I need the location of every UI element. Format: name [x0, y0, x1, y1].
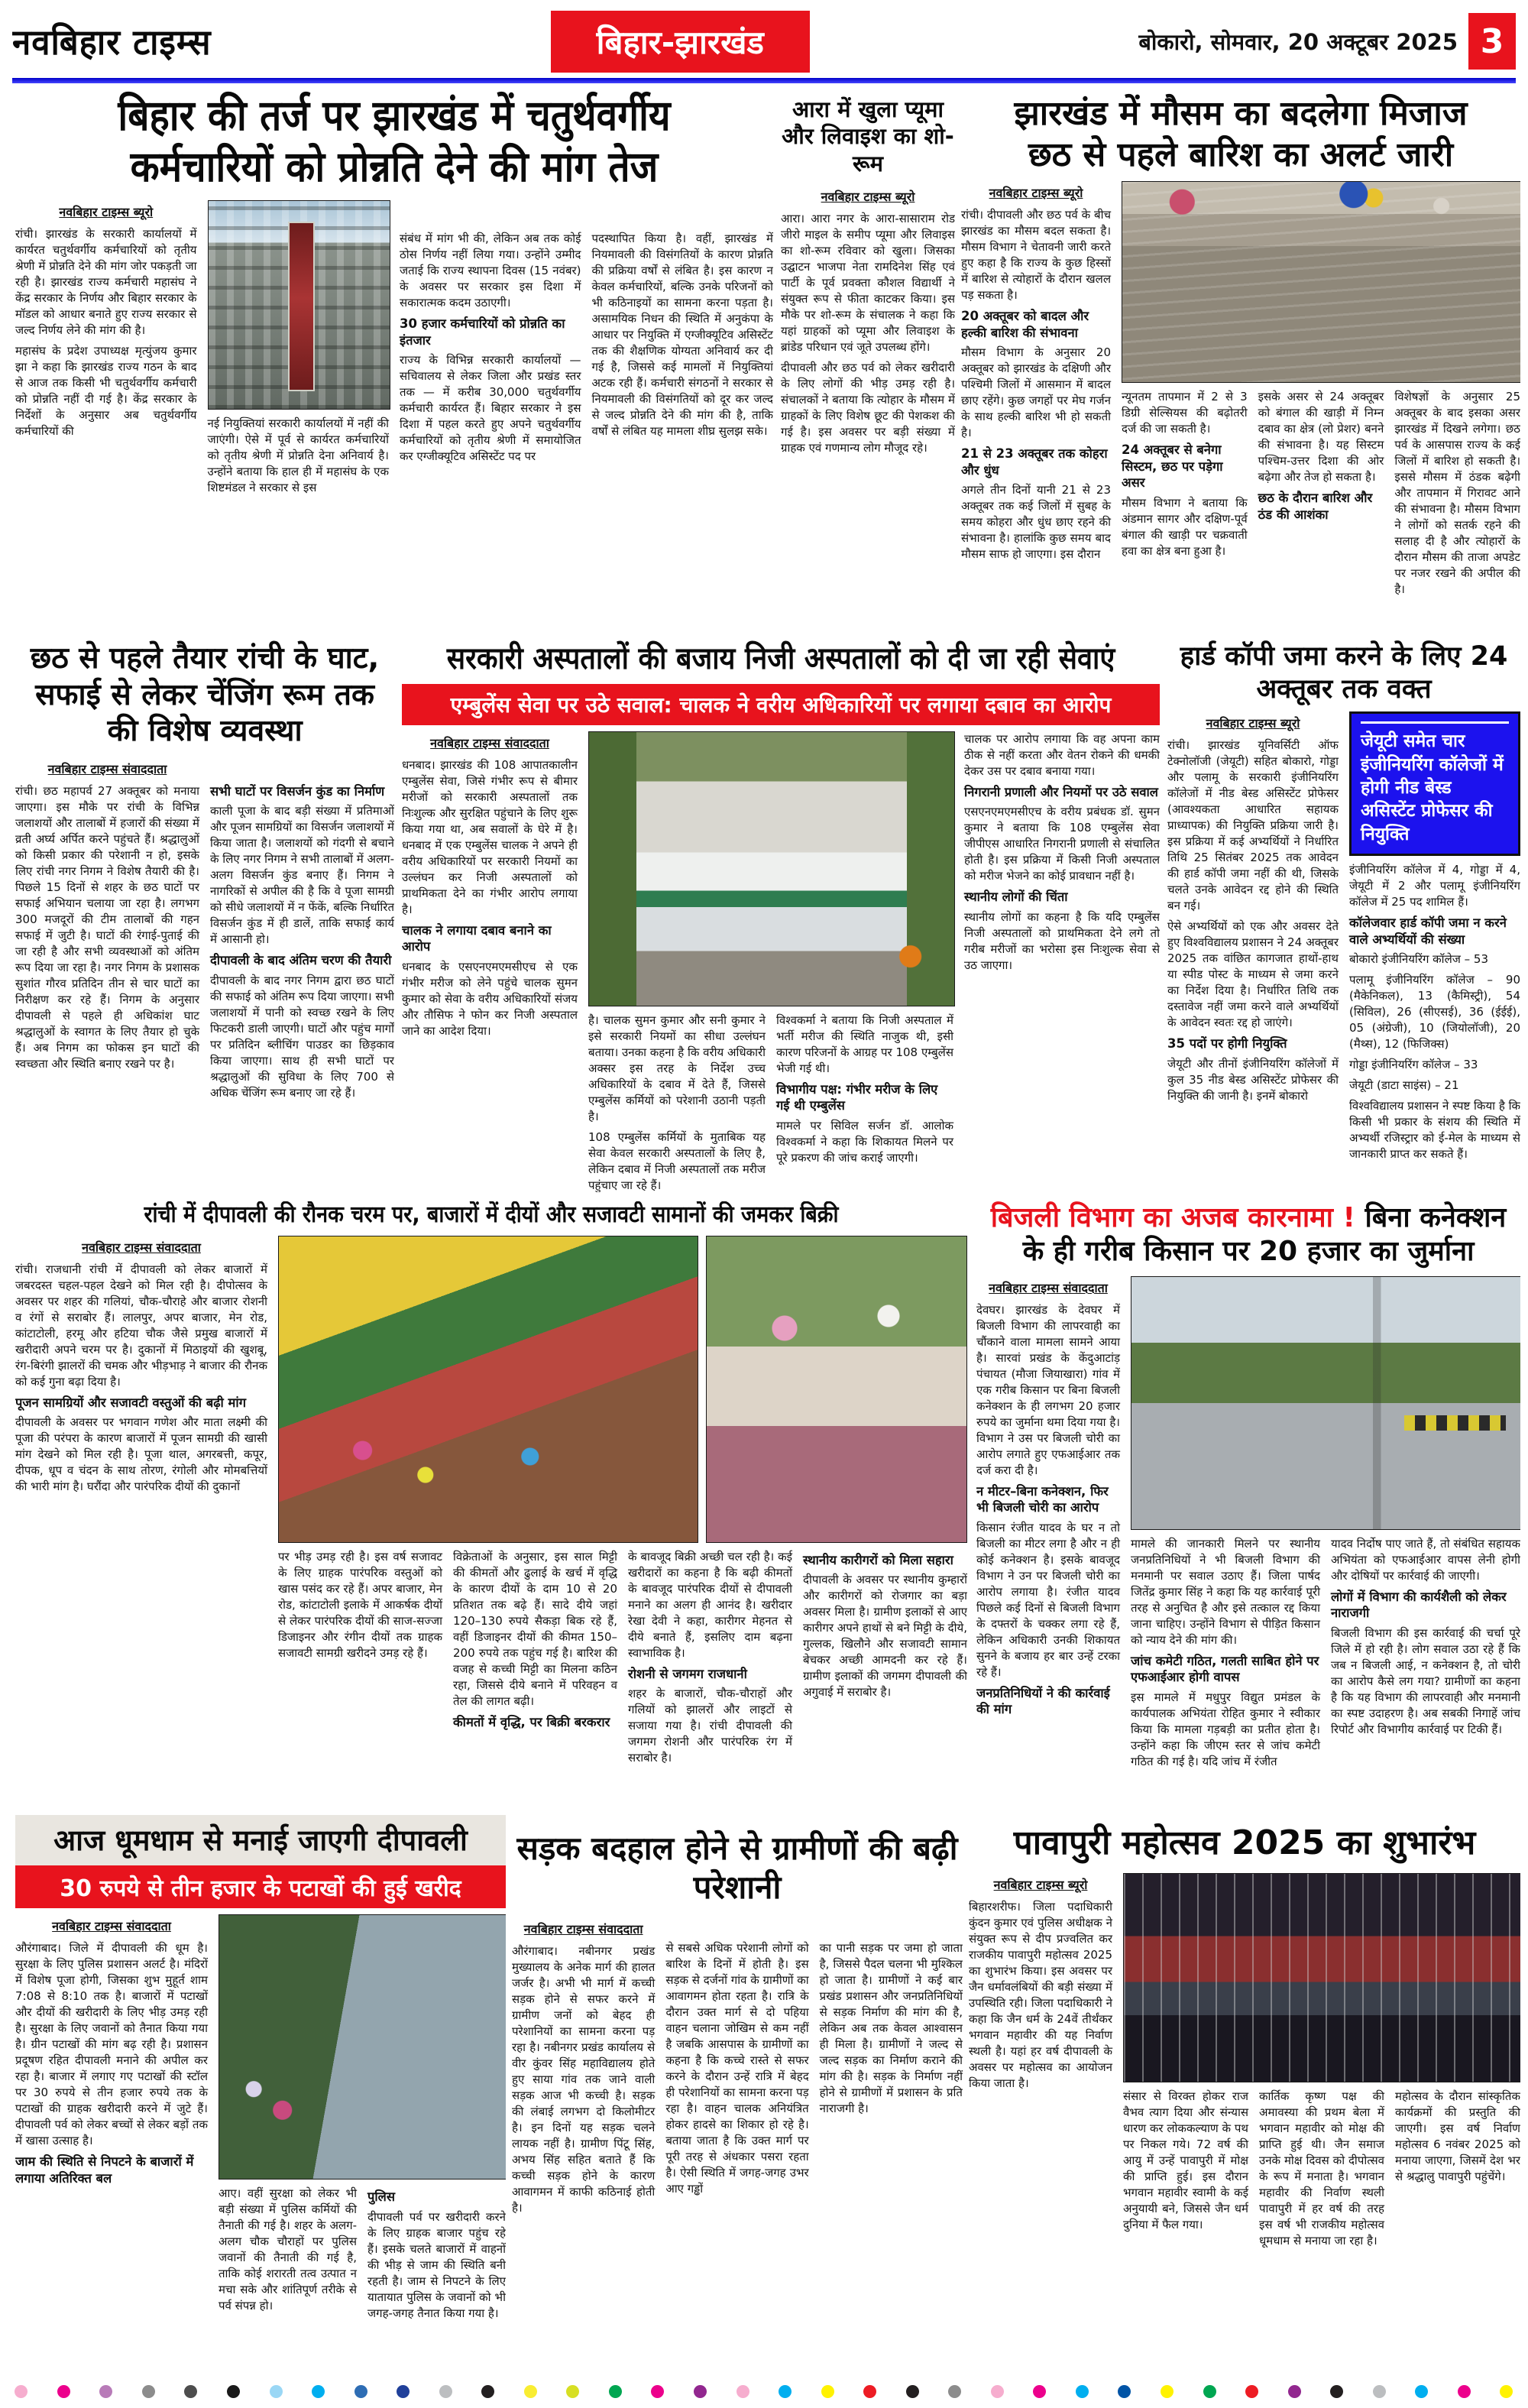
paragraph: किसान रंजीत यादव के घर न तो बिजली का मीटर लगा है और न ही कोई कनेक्शन है। इसके बावजूद विभाग ने उन पर बिजली चोरी का आरोप लगाया है। रंजीत यादव पिछले कई दिनों से बिजली विभाग के दफ्तरों के चक्कर लगा रहे हैं, लेकिन अधिकारी उनकी शिकायत सुनने के बजाय हर बार उन्हें टरका रहे हैं।	[976, 1520, 1120, 1679]
paragraph: पलामू इंजीनियरिंग कॉलेज – 90 (मैकेनिकल), 13 (कैमिस्ट्री), 54 (सिविल), 26 (सीएसई), 36 (ईईई), 05 (अंग्रेजी), 10 (जियोलॉजी), 20 (मैथ्स), 12 (फिजिक्स)	[1349, 973, 1520, 1052]
registration-dot	[397, 2385, 410, 2398]
byline: नवबिहार टाइम्स संवाददाता	[52, 1919, 171, 1934]
weather-col-2	[1258, 389, 1384, 527]
hardcopy-col-right	[1349, 711, 1520, 1167]
edition-dateline: बोकारो, सोमवार, 20 अक्टूबर 2025	[1138, 28, 1458, 55]
electricity-photo	[1131, 1276, 1520, 1530]
subheading: कॉलेजवार हार्ड कॉपी जमा न करने वाले अभ्यर्थियों की संख्या	[1349, 916, 1507, 947]
weather-headline-line1: झारखंड में मौसम का बदलेगा मिजाज	[1014, 94, 1468, 133]
registration-dot	[312, 2385, 325, 2398]
paragraph: पदस्थापित किया है। वहीं, झारखंड में नियमावली की विसंगतियों के कारण प्रोन्नति की प्रक्रिया वर्षों से लंबित है। इस कारण न केवल कर्मचारियों, बल्कि उनके परिजनों को भी कठिनाइयों का सामना करना पड़ता है। असामयिक निधन की स्थिति में अनुकंपा के आधार पर नियुक्ति में एग्जीक्यूटिव असिस्टेंट तक की शैक्षणिक योग्यता अनिवार्य कर दी गई है, जिससे कई मामलों में नियुक्तियां अटक रही हैं। कर्मचारी संगठनों ने सरकार से नियमावली की विसंगतियों को दूर कर जल्द से जल्द प्रोन्नति देने की मांग की है, ताकि वर्षों से लंबित यह मामला शीघ्र सुलझ सके।	[591, 232, 773, 439]
registration-dot	[481, 2385, 494, 2398]
aurangabad-col-1	[15, 1914, 208, 2190]
diwali-bottom-col-2	[453, 1549, 617, 1734]
paragraph: न्यूनतम तापमान में 2 से 3 डिग्री सेल्सियस की बढ़ोतरी दर्ज की जा सकती है।	[1122, 390, 1248, 436]
paragraph: स्थानीय लोगों का कहना है कि यदि एम्बुलेंस निजी अस्पतालों को प्राथमिकता देने लगे तो गरीब मरीजों का भरोसा इस निःशुल्क सेवा से उठ जाएगा।	[964, 909, 1160, 972]
paragraph: दीपावली पर्व पर खरीदारी करने के लिए ग्राहक बाजार पहुंच रहे हैं। इसके चलते बाजारों में वाहनों की भीड़ से जाम की स्थिति बनी रहती है। जाम से निपटने के लिए यातायात पुलिस के जवानों को भी जगह-जगह तैनात किया गया है।	[367, 2209, 506, 2320]
subheading: 30 हजार कर्मचारियों को प्रोन्नति का इंतजार	[400, 316, 565, 348]
registration-dot	[1458, 2385, 1471, 2398]
subheading: विभागीय पक्ष: गंभीर मरीज के लिए गई थी एम्बुलेंस	[776, 1081, 938, 1113]
byline: नवबिहार टाइम्स संवाददाता	[47, 761, 167, 776]
electricity-headline-red: बिजली विभाग का अजब कारनामा !	[990, 1202, 1365, 1233]
registration-dot	[142, 2385, 155, 2398]
paragraph: मामले पर सिविल सर्जन डॉ. आलोक विश्वकर्मा ने कहा कि शिकायत मिलने पर पूरे प्रकरण की जांच कराई जाएगी।	[776, 1118, 953, 1165]
article-ghat	[15, 640, 394, 1192]
subheading: स्थानीय लोगों की चिंता	[964, 890, 1068, 905]
byline: नवबिहार टाइम्स ब्यूरो	[993, 1877, 1088, 1892]
paragraph: के बावजूद बिक्री अच्छी चल रही है। कई खरीदारों का कहना है कि बढ़ी कीमतों के बावजूद पारंपरिक दीयों से दीपावली मनाने का अलग ही आनंद है। खरीदार रेखा देवी ने कहा, कारीगर मेहनत से दीये बनाते हैं, इसलिए दाम बढ़ना स्वाभाविक है।	[628, 1549, 792, 1660]
weather-headline-line2: छठ से पहले बारिश का अलर्ट जारी	[1028, 134, 1454, 174]
article-ambulance	[402, 640, 1160, 1192]
electricity-col-left	[976, 1276, 1120, 1722]
byline: नवबिहार टाइम्स ब्यूरो	[821, 190, 915, 205]
diwali-bottom-col-4	[803, 1549, 967, 1705]
registration-dot	[863, 2385, 876, 2398]
pavapuri-sub-col-3	[1395, 2089, 1520, 2189]
paragraph: चालक पर आरोप लगाया कि वह अपना काम ठीक से नहीं करता और वेतन रोकने की धमकी देकर उस पर दबाव बनाया गया।	[964, 731, 1160, 778]
registration-dot	[991, 2385, 1004, 2398]
paragraph: बोकारो इंजीनियरिंग कॉलेज – 53	[1349, 952, 1488, 967]
hardcopy-highlight-box	[1349, 711, 1520, 856]
paragraph: इसके असर से 24 अक्तूबर को बंगाल की खाड़ी में निम्न दबाव का क्षेत्र (लो प्रेशर) बनने की संभावना है। यह सिस्टम पश्चिम-उत्तर दिशा की ओर बढ़ेगा और तेज हो सकता है।	[1258, 390, 1384, 485]
paragraph: औरंगाबाद। जिले में दीपावली की धूम है। सुरक्षा के लिए पुलिस प्रशासन अलर्ट है। मंदिरों में विशेष पूजा होगी, जिसका शुभ मुहूर्त शाम 7:08 से 8:10 तक है। बाजारों में पटाखों और दीयों की खरीदारी के लिए भीड़ उमड़ रही है। सुरक्षा के लिए जवानों को तैनात किया गया है। ग्रीन पटाखों की मांग बढ़ रही है। प्रशासन प्रदूषण रहित दीपावली मनाने की अपील कर रहा है। बाजार में लगाए गए पटाखों की स्टॉल पर 30 रुपये से तीन हजार रुपये तक के पटाखों की ग्राहक खरीदारी करने में जुटे हैं। दीपावली पर्व को लेकर बच्चों से लेकर बड़ों तक में खासा उत्साह है।	[15, 1941, 208, 2148]
electricity-right	[1131, 1276, 1520, 1774]
registration-dot	[57, 2385, 70, 2398]
subheading: 24 अक्तूबर से बनेगा सिस्टम, छठ पर पड़ेगा असर	[1122, 442, 1223, 491]
diwali-headline: रांची में दीपावली की रौनक चरम पर, बाजारों में दीयों और सजावटी सामानों की जमकर बिक्री	[144, 1201, 839, 1228]
paragraph: मौसम विभाग ने बताया कि अंडमान सागर और दक्षिण-पूर्व बंगाल की खाड़ी पर चक्रवाती हवा का क्षेत्र बना हुआ है।	[1122, 495, 1248, 558]
hardcopy-col-left	[1167, 711, 1339, 1108]
paragraph: दीपावली के बाद नगर निगम द्वारा छठ घाटों की सफाई को अंतिम रूप दिया जाएगा। सभी जलाशयों में पानी को स्वच्छ रखने के लिए फिटकरी डाली जाएगी। घाटों और पहुंच मार्गों पर प्रतिदिन ब्लीचिंग पाउडर का छिड़काव किया जाएगा। साथ ही सभी घाटों पर श्रद्धालुओं की सुविधा के लिए 700 से अधिक चेंजिंग रूम बनाए जा रहे हैं।	[210, 973, 394, 1100]
electricity-headline	[976, 1201, 1520, 1269]
ambulance-subhead-bar: एम्बुलेंस सेवा पर उठे सवाल: चालक ने वरीय अधिकारियों पर लगाया दबाव का आरोप	[402, 684, 1160, 725]
paragraph: गोड्डा इंजीनियरिंग कॉलेज – 33	[1349, 1058, 1478, 1072]
registration-dot	[736, 2385, 749, 2398]
subheading: जांच कमेटी गठित, गलती साबित होने पर एफआईआर होगी वापस	[1131, 1653, 1319, 1685]
paragraph: यादव निर्दोष पाए जाते हैं, तो संबंधित सहायक अभियंता को एफआईआर वापस लेनी होगी और दोषियों पर कार्रवाई की जाएगी।	[1331, 1536, 1520, 1583]
paper-name: नवबिहार टाइम्स	[12, 21, 212, 63]
paragraph: महोत्सव के दौरान सांस्कृतिक कार्यक्रमों की प्रस्तुति की जाएगी। इस वर्ष निर्वाण महोत्सव 6 नवंबर 2025 को मनाया जाएगा, जिसमें देश भर से श्रद्धालु पावापुरी पहुंचेंगे।	[1395, 2089, 1520, 2183]
road-headline: सड़क बदहाल होने से ग्रामीणों की बढ़ी परेशानी	[516, 1829, 958, 1907]
electricity-col-mid	[1131, 1536, 1320, 1774]
electricity-col-right	[1331, 1536, 1520, 1742]
registration-dot	[1500, 2385, 1513, 2398]
lead-photo	[208, 200, 391, 410]
ghat-headline: छठ से पहले तैयार रांची के घाट, सफाई से लेकर चेंजिंग रूम तक की विशेष व्यवस्था	[30, 641, 380, 749]
weather-col-1	[1122, 389, 1248, 563]
registration-dot	[566, 2385, 579, 2398]
paragraph: जेयूटी (डाटा साइंस) – 21	[1349, 1078, 1459, 1093]
article-diwali-market	[15, 1201, 967, 1809]
subheading: रोशनी से जगमग राजधानी	[628, 1666, 747, 1681]
paragraph: संसार से विरक्त होकर राज वैभव त्याग दिया और संन्यास धारण कर लोककल्याण के पथ पर निकल गये। 72 वर्ष की आयु में उन्हें पावापुरी में मोक्ष की प्राप्ति हुई। इस दौरान भगवान महावीर स्वामी के कई अनुयायी बने, जिससे जैन धर्म दुनिया में फैल गया।	[1123, 2089, 1248, 2231]
subheading: 20 अक्तूबर को बादल और हल्की बारिश की संभावना	[961, 309, 1089, 340]
paragraph: महासंघ के प्रदेश उपाध्यक्ष मृत्युंजय कुमार झा ने कहा कि झारखंड राज्य गठन के बाद से आज तक किसी भी चतुर्थवर्गीय कर्मचारी को प्रोन्नति नहीं दी गई है। केंद्र सरकार के निर्देशों के अनुसार अब चतुर्थवर्गीय कर्मचारियों की	[15, 344, 197, 439]
paragraph: विश्वविद्यालय प्रशासन ने स्पष्ट किया है कि किसी भी प्रकार के संशय की स्थिति में अभ्यर्थी रजिस्ट्रार को ई-मेल के माध्यम से जानकारी प्राप्त कर सकते हैं।	[1349, 1099, 1520, 1162]
ambulance-photo	[588, 731, 955, 1006]
registration-dot	[1033, 2385, 1046, 2398]
ambulance-col-1	[402, 731, 578, 1044]
diwali-col-1	[15, 1236, 267, 1499]
paragraph: देवघर। झारखंड के देवघर में बिजली विभाग की लापरवाही का चौंकाने वाला मामला सामने आया है। सारवां प्रखंड के केंदुआटांड़ पंचायत (मौजा जियाखारा) गांव में एक गरीब किसान पर बिना बिजली कनेक्शन के ही लगभग 20 हजार रुपये का जुर्माना थमा दिया गया है। विभाग ने उस पर बिजली चोरी का आरोप लगाते हुए एफआईआर तक दर्ज करा दी है।	[976, 1302, 1120, 1477]
paragraph: रांची। दीपावली और छठ पर्व के बीच झारखंड का मौसम बदल सकता है। मौसम विभाग ने चेतावनी जारी करते हुए कहा है कि राज्य के कुछ हिस्सों में बारिश से त्योहारों के दौरान खलल पड़ सकता है।	[961, 208, 1111, 303]
masthead-rule	[12, 78, 1516, 83]
registration-dot	[524, 2385, 537, 2398]
weather-intro-col	[961, 181, 1111, 567]
ghat-col-1	[15, 757, 199, 1077]
subheading: जाम की स्थिति से निपटने के बाजारों में लगाया अतिरिक्त बल	[15, 2154, 194, 2186]
registration-dot	[99, 2385, 112, 2398]
paragraph: कार्तिक कृष्ण पक्ष की अमावस्या की प्रथम बेला में भगवान महावीर को मोक्ष की प्राप्ति हुई थी। जैन समाज उनके मोक्ष दिवस को दीपोत्सव के रूप में मनाता है। भगवान महावीर की निर्वाण स्थली पावापुरी में हर वर्ष की तरह इस वर्ष भी राजकीय महोत्सव धूमधाम से मनाया जा रहा है।	[1259, 2089, 1384, 2248]
registration-dot	[1076, 2385, 1089, 2398]
pavapuri-col-1	[969, 1873, 1112, 2096]
ambulance-middle	[588, 731, 953, 1192]
article-pavapuri	[969, 1815, 1520, 2371]
registration-dot	[1415, 2385, 1428, 2398]
article-hardcopy	[1167, 640, 1520, 1192]
registration-dot	[227, 2385, 240, 2398]
paragraph: राज्य के विभिन्न सरकारी कार्यालयों — सचिवालय से लेकर जिला और प्रखंड स्तर तक — में करीब 30,000 चतुर्थवर्गीय कर्मचारी कार्यरत हैं। बिहार सरकार ने इस दिशा में पहल करते हुए अपने चतुर्थवर्गीय कर्मचारियों को तृतीय श्रेणी में समायोजित कर एग्जीक्यूटिव असिस्टेंट पद पर	[400, 353, 581, 464]
diwali-photo-b	[706, 1236, 967, 1543]
subheading: पूजन सामग्रियों और सजावटी वस्तुओं की बढ़ी मांग	[15, 1395, 246, 1410]
aurangabad-red-bar: 30 रुपये से तीन हजार के पटाखों की हुई खरीद	[15, 1865, 506, 1908]
registration-dot	[694, 2385, 707, 2398]
aurangabad-sub-col-1	[219, 2186, 357, 2319]
paragraph: ऐसे अभ्यर्थियों को एक और अवसर देते हुए विश्वविद्यालय प्रशासन ने 24 अक्तूबर 2025 तक वांछित कागजात हाथों-हाथ या स्पीड पोस्ट के माध्यम से जमा करने का निर्देश दिया है। निर्धारित तिथि तक दस्तावेज नहीं जमा करने वाले अभ्यर्थियों के आवेदन स्वतः रद्द हो जाएंगे।	[1167, 919, 1339, 1030]
paragraph: रांची। छठ महापर्व 27 अक्तूबर को मनाया जाएगा। इस मौके पर रांची के विभिन्न जलाशयों और तालाबों में हजारों की संख्या में व्रती अर्घ्य अर्पित करने पहुंचते हैं। श्रद्धालुओं को किसी प्रकार की परेशानी न हो, इसके लिए रांची नगर निगम ने विशेष तैयारी की है। पिछले 15 दिनों से शहर के छठ घाटों पर सफाई अभियान चलाया जा रहा है। लगभग 300 मजदूरों की टीम तालाबों की गहन सफाई में जुटी है। घाटों की रंगाई-पुताई की जा रही है और सभी व्यवस्थाओं को अंतिम रूप दिया जा रहा है। नगर निगम के प्रशासक सुशांत गौरव प्रतिदिन तीन से चार घाटों का निरीक्षण कर रहे हैं। निगम के अनुसार दीपावली से पहले ही अधिकांश घाट श्रद्धालुओं के स्वागत के लिए तैयार हो चुके हैं। अब निगम का फोकस इन घाटों की स्वच्छता और स्थिति बनाए रखने पर है।	[15, 783, 199, 1071]
paragraph: बिहारशरीफ। जिला पदाधिकारी कुंदन कुमार एवं पुलिस अधीक्षक ने संयुक्त रूप से दीप प्रज्वलित कर राजकीय पावापुरी महोत्सव 2025 का शुभारंभ किया। इस अवसर पर जैन धर्मावलंबियों की बड़ी संख्या में उपस्थिति रही। जिला पदाधिकारी ने कहा कि जैन धर्म के 24वें तीर्थंकर भगवान महावीर की यह निर्वाण स्थली है। यहां हर वर्ष दीपावली के अवसर पर महोत्सव का आयोजन किया जाता है।	[969, 1899, 1112, 2090]
byline: नवबिहार टाइम्स संवाददाता	[82, 1240, 201, 1255]
aurangabad-photo	[219, 1914, 506, 2180]
lead-headline: बिहार की तर्ज पर झारखंड में चतुर्थवर्गीय कर्मचारियों को प्रोन्नति देने की मांग तेज	[118, 91, 671, 192]
section-title: बिहार-झारखंड	[551, 11, 810, 73]
road-col-3	[820, 1917, 963, 2121]
article-road	[512, 1815, 963, 2371]
paragraph: धनबाद। झारखंड की 108 आपातकालीन एम्बुलेंस सेवा, जिसे गंभीर रूप से बीमार मरीजों को सरकारी अस्पतालों तक निःशुल्क और सुरक्षित पहुंचाने के लिए शुरू किया गया था, अब सवालों के घेरे में है। धनबाद में एक एम्बुलेंस चालक ने अपने ही वरीय अधिकारियों पर सरकारी नियमों का उल्लंघन कर निजी अस्पतालों को प्राथमिकता देने का गंभीर आरोप लगाया है।	[402, 757, 578, 916]
paragraph: रांची। झारखंड के सरकारी कार्यालयों में कार्यरत चतुर्थवर्गीय कर्मचारियों को तृतीय श्रेणी में प्रोन्नति देने की मांग जोर पकड़ती जा रही है। झारखंड राज्य कर्मचारी महासंघ ने केंद्र सरकार के निर्णय और बिहार सरकार के मॉडल को आधार बनाते हुए राज्य सरकार से जल्द निर्णय लेने की मांग की है।	[15, 227, 197, 338]
paragraph: धनबाद के एसएनएमएमसीएच से एक गंभीर मरीज को लेने पहुंचे चालक सुमन कुमार को सेवा के वरीय अधिकारियों संजय और तौसिफ ने फोन कर निजी अस्पताल जाने का आदेश दिया।	[402, 959, 578, 1038]
pavapuri-right	[1123, 1873, 1520, 2254]
paragraph: से सबसे अधिक परेशानी लोगों को बारिश के दिनों में होती है। इस सड़क से दर्जनों गांव के ग्रामीणों का आवागमन होता रहता है। रात्रि के दौरान उक्त मार्ग से दो पहिया वाहन चलाना जोखिम से कम नहीं है जबकि आसपास के ग्रामीणों का कहना है कि कच्चे रास्ते से सफर करने के दौरान उन्हें रात्रि में बेहद ही परेशानियों का सामना करना पड़ रहा है। वाहन चालक अनियंत्रित होकर हादसे का शिकार हो रहे है। बताया जाता है कि उक्त मार्ग पर पूरी तरह से अंधकार पसरा रहता है। ऐसी स्थिति में जगह-जगह उभर आए गड्ढों	[665, 1941, 809, 2196]
registration-dot	[354, 2385, 367, 2398]
article-aurangabad-diwali	[15, 1815, 506, 2371]
weather-right	[1122, 181, 1520, 602]
lead-col-3	[400, 200, 581, 469]
paragraph: संबंध में मांग भी की, लेकिन अब तक कोई ठोस निर्णय नहीं लिया गया। उन्होंने उम्मीद जताई कि राज्य स्थापना दिवस (15 नवंबर) के अवसर पर सरकार इस दिशा में सकारात्मक कदम उठाएगी।	[400, 232, 581, 310]
byline: नवबिहार टाइम्स ब्यूरो	[59, 205, 154, 220]
subheading: लोगों में विभाग की कार्यशैली को लेकर नाराजगी	[1331, 1589, 1507, 1621]
paragraph: आरा। आरा नगर के आरा-सासाराम रोड जीरो माइल के समीप प्यूमा और लिवाइस का शो-रूम रविवार को खुला। जिसका उद्घाटन भाजपा नेता रामदिनेश सिंह एवं पार्टी के पूर्व प्रवक्ता कौशल विद्यार्थी ने संयुक्त रूप से फीता काटकर किया। इस मौके पर शो-रूम के संचालक ने कहा कि यहां ग्राहकों को प्यूमा और लिवाइश के ब्रांडेड परिधान एवं जूते उपलब्ध होंगे।	[781, 212, 955, 355]
subheading: चालक ने लगाया दबाव बनाने का आरोप	[402, 922, 552, 954]
lead-col-2	[208, 200, 390, 501]
masthead-right	[1138, 13, 1516, 70]
showroom-headline: आरा में खुला प्यूमा और लिवाइश का शो-रूम	[782, 96, 954, 177]
subheading: न मीटर–बिना कनेक्शन, फिर भी बिजली चोरी का आरोप	[976, 1483, 1109, 1515]
subheading: 21 से 23 अक्तूबर तक कोहरा और धुंध	[961, 446, 1108, 478]
article-weather	[961, 93, 1520, 634]
registration-dot	[609, 2385, 622, 2398]
ambulance-mid-right	[776, 1013, 953, 1171]
highlight-box-rule	[1361, 721, 1509, 724]
subheading: 35 पदों पर होगी नियुक्ति	[1167, 1036, 1287, 1052]
diwali-right	[278, 1236, 967, 1771]
paragraph: इस मामले में मधुपुर विद्युत प्रमंडल के कार्यपालक अभियंता रोहित कुमार ने स्वीकार किया कि मामला गड़बड़ी का प्रतीत होता है। उन्होंने कहा कि जीएम स्तर से जांच कमेटी गठित की गई है। यदि जांच में रंजीत	[1131, 1690, 1320, 1768]
paragraph: शहर के बाजारों, चौक-चौराहों और गलियों को झालरों और लाइटों से सजाया गया है। रांची दीपावली की जगमग रोशनी और पारंपरिक रंग में सराबोर है।	[628, 1687, 792, 1765]
pavapuri-photo	[1123, 1873, 1520, 2082]
weather-photo	[1122, 181, 1520, 383]
byline: नवबिहार टाइम्स ब्यूरो	[989, 186, 1083, 201]
registration-dot	[779, 2385, 792, 2398]
paragraph: रांची। राजधानी रांची में दीपावली को लेकर बाजारों में जबरदस्त चहल-पहल देखने को मिल रही है। दीपोत्सव के अवसर पर शहर की गलियां, चौक-चौराहे और बाजार रोशनी व रंगों से सराबोर हैं। लालपुर, अपर बाजार, मेन रोड, कांटाटोली, हरमू और हटिया चौक जैसे प्रमुख बाजारों में खरीदारी अपने चरम पर है। दुकानों में मिठाइयों की खुशबू, रंग-बिरंगी झालरों की चमक और भीड़भाड़ ने बाजार की रौनक को कई गुना बढ़ा दिया है।	[15, 1262, 267, 1389]
paragraph: दीपावली के अवसर पर स्थानीय कुम्हारों और कारीगरों को रोजगार का बड़ा अवसर मिला है। ग्रामीण इलाकों से आए कारीगर अपने हाथों से बने मिट्टी के दीये, गुल्लक, खिलौने और सजावटी सामान बेचकर अच्छी आमदनी कर रहे हैं। ग्रामीण इलाकों की जगमग दीपावली की अगुवाई में सराबोर है।	[803, 1573, 967, 1700]
highlight-box-text: जेयूटी समेत चार इंजीनियरिंग कॉलेजों में होगी नीड बेस्ड असिस्टेंट प्रोफेसर की नियुक्ति	[1361, 731, 1504, 844]
registration-dot	[821, 2385, 834, 2398]
aurangabad-sub-col-2	[367, 2186, 506, 2325]
paragraph: बिजली विभाग की इस कार्रवाई की चर्चा पूरे जिले में हो रही है। लोग सवाल उठा रहे हैं कि जब न बिजली आई, न कनेक्शन है, तो चोरी का आरोप कैसे लग गया? ग्रामीणों का कहना है कि यह विभाग की लापरवाही और मनमानी का स्पष्ट उदाहरण है। अब सबकी निगाहें जांच रिपोर्ट और विभागीय कार्रवाई पर टिकी हैं।	[1331, 1625, 1520, 1736]
pavapuri-sub-col-2	[1259, 2089, 1384, 2254]
subheading: दीपावली के बाद अंतिम चरण की तैयारी	[210, 953, 392, 968]
page-number: 3	[1468, 13, 1516, 70]
paragraph: 108 एम्बुलेंस कर्मियों के मुताबिक यह सेवा केवल सरकारी अस्पतालों के लिए है, लेकिन दबाव में निजी अस्पतालों तक मरीज पहुंचाए जा रहे हैं।	[588, 1129, 766, 1192]
ambulance-headline: सरकारी अस्पतालों की बजाय निजी अस्पतालों को दी जा रही सेवाएं	[446, 641, 1115, 676]
article-showroom	[781, 96, 955, 631]
byline: नवबिहार टाइम्स संवाददाता	[430, 735, 549, 750]
paragraph: पर भीड़ उमड़ रही है। इस वर्ष सजावट के लिए ग्राहक पारंपरिक वस्तुओं को खास पसंद कर रहे हैं। अपर बाजार, मेन रोड, कांटाटोली इलाके में आकर्षक दीयों से लेकर पारंपरिक दीयों की साज-सज्जा डिजाइनर और रंगीन दीयों तक ग्राहक सजावटी सामग्री खरीदने उमड़ रहे हैं।	[278, 1549, 442, 1660]
subheading: सभी घाटों पर विसर्जन कुंड का निर्माण	[210, 783, 385, 799]
ambulance-mid-left	[588, 1013, 766, 1192]
registration-dot	[1203, 2385, 1216, 2398]
diwali-photo-a	[278, 1236, 698, 1543]
paragraph: का पानी सड़क पर जमा हो जाता है, जिससे पैदल चलना भी मुश्किल हो जाता है। ग्रामीणों ने कई बार प्रखंड प्रशासन और जनप्रतिनिधियों से सड़क निर्माण की मांग की है, लेकिन अब तक केवल आश्वासन ही मिला है। ग्रामीणों ने जल्द से जल्द सड़क का निर्माण कराने की मांग की है। सड़क के निर्माण नहीं होने से ग्रामीणों में प्रशासन के प्रति नाराजगी है।	[819, 1941, 963, 2116]
paragraph: एसएनएमएमसीएच के वरीय प्रबंधक डॉ. सुमन कुमार ने बताया कि 108 एम्बुलेंस सेवा जीपीएस आधारित निगरानी प्रणाली से संचालित होती है। इस प्रक्रिया में किसी निजी अस्पताल को मरीज भेजने का कोई प्रावधान नहीं है।	[964, 805, 1160, 883]
paragraph: रांची। झारखंड यूनिवर्सिटी ऑफ टेक्नोलॉजी (जेयूटी) सहित बोकारो, गोड्डा और पलामू के सरकारी इंजीनियरिंग कॉलेजों में नीड बेस्ड असिस्टेंट प्रोफेसर (आवश्यकता आधारित सहायक प्राध्यापक) की नियुक्ति प्रक्रिया जारी है। इस प्रक्रिया में कई अभ्यर्थियों ने निर्धारित तिथि 25 सितंबर 2025 तक आवेदन की हार्ड कॉपी जमा नहीं की थी, जिसके चलते उनके आवेदन रद्द होने की स्थिति बन गई।	[1167, 738, 1339, 913]
paragraph: विक्रेताओं के अनुसार, इस साल मिट्टी की कीमतों और ढुलाई के खर्च में वृद्धि के कारण दीयों के दाम 10 से 20 प्रतिशत तक बढ़े हैं। सादे दीये जहां 120–130 रुपये सैकड़ा बिक रहे हैं, वहीं डिजाइनर दीयों की कीमत 150–200 रुपये तक पहुंच गई है। बारिश की वजह से कच्ची मिट्टी का मिलना कठिन रहा, जिससे दीये बनाने में परिवहन व तेल की लागत बढ़ी।	[453, 1549, 617, 1708]
paragraph: दीपावली के अवसर पर भगवान गणेश और माता लक्ष्मी की पूजा की परंपरा के कारण बाजारों में पूजन सामग्री की खासी मांग देखने को मिल रही है। पूजा थाल, अगरबत्ती, कपूर, दीपक, धूप व चंदन के साथ तोरण, रंगोली और मोमबत्तियों की भारी मांग है। घरौंदा और पारंपरिक दीयों की दुकानों	[15, 1415, 267, 1494]
article-electricity	[976, 1201, 1520, 1809]
pavapuri-headline: पावापुरी महोत्सव 2025 का शुभारंभ	[1013, 1823, 1476, 1862]
diwali-bottom-col-1	[278, 1549, 442, 1666]
paragraph: काली पूजा के बाद बड़ी संख्या में प्रतिमाओं और पूजन सामग्रियों का विसर्जन जलाशयों में किया जाता है। जलाशयों को गंदगी से बचाने के लिए नगर निगम ने सभी तालाबों में अलग-अलग विसर्जन कुंड बनाए हैं। निगम ने नागरिकों से अपील की है कि वे पूजा सामग्री को सीधे जलाशयों में न फेंकें, बल्कि निर्धारित विसर्जन कुंड में ही डालें, ताकि सफाई कार्य में आसानी हो।	[210, 804, 394, 947]
aurangabad-headline: आज धूमधाम से मनाई जाएगी दीपावली	[15, 1815, 506, 1865]
registration-dot	[651, 2385, 664, 2398]
subheading: निगरानी प्रणाली और नियमों पर उठे सवाल	[964, 784, 1158, 799]
lead-col-1	[15, 200, 197, 444]
registration-dot	[439, 2385, 452, 2398]
diwali-bottom-col-3	[628, 1549, 792, 1771]
subheading: पुलिस	[367, 2189, 395, 2205]
registration-dot	[1373, 2385, 1386, 2398]
paragraph: मामले की जानकारी मिलने पर स्थानीय जनप्रतिनिधियों ने भी बिजली विभाग की मनमानी पर सवाल उठाए हैं। जिला पार्षद जितेंद्र कुमार सिंह ने कहा कि यह कार्रवाई पूरी तरह से अनुचित है और इसे तत्काल रद्द किया जाना चाहिए। उन्होंने विभाग से पीड़ित किसान को न्याय देने की मांग की।	[1131, 1536, 1320, 1647]
registration-dot	[184, 2385, 197, 2398]
article-lead	[15, 90, 773, 634]
subheading: छठ के दौरान बारिश और ठंड की आशंका	[1258, 491, 1373, 522]
paragraph: औरंगाबाद। नबीनगर प्रखंड मुख्यालय के अनेक मार्ग की हालत जर्जर है। अभी भी मार्ग में कच्ची सड़क होने से सफर करने में ग्रामीण जनों को बेहद ही परेशानियों का सामना करना पड़ रहा है। नबीनगर प्रखंड कार्यालय से वीर कुंवर सिंह महाविद्यालय होते हुए साया गांव तक जाने वाली सड़क आज भी कच्ची है। सड़क की लंबाई लगभग दो किलोमीटर है। इन दिनों यह सड़क चलने लायक नहीं है। ग्रामीण पिंटू सिंह, अभय सिंह सहित बताते हैं कि कच्ची सड़क होने के कारण आवागमन में काफी कठिनाई होती है।	[512, 1944, 656, 2215]
printer-color-strip	[0, 2375, 1528, 2408]
road-col-2	[665, 1917, 808, 2202]
paragraph: इंजीनियरिंग कॉलेज में 4, गोड्डा में 4, जेयूटी में 2 और पलामू इंजीनियरिंग कॉलेज में 25 पद शामिल हैं।	[1349, 863, 1520, 909]
registration-dot	[1288, 2385, 1301, 2398]
weather-col-3	[1394, 389, 1520, 602]
byline: नवबिहार टाइम्स ब्यूरो	[1206, 716, 1300, 731]
road-col-1	[512, 1917, 655, 2221]
registration-dot	[1161, 2385, 1174, 2398]
pavapuri-sub-col-1	[1123, 2089, 1248, 2238]
paragraph: है। चालक सुमन कुमार और सनी कुमार ने इसे सरकारी नियमों का सीधा उल्लंघन बताया। उनका कहना है कि वरीय अधिकारी अक्सर इस तरह के निर्देश उच्च अधिकारियों के दबाव में देते हैं, जिससे एम्बुलेंस कर्मियों को परेशानी उठानी पड़ती है।	[588, 1013, 766, 1123]
registration-dot	[1330, 2385, 1343, 2398]
subheading: कीमतों में वृद्धि, पर बिक्री बरकरार	[453, 1714, 610, 1729]
paragraph: विश्वकर्मा ने बताया कि निजी अस्पताल में भर्ती मरीज की स्थिति नाजुक थी, इसी कारण परिजनों के आग्रह पर 108 एम्बुलेंस भेजी गई थी।	[776, 1013, 953, 1075]
subheading: स्थानीय कारीगरों को मिला सहारा	[803, 1552, 953, 1567]
paragraph: नई नियुक्तियां सरकारी कार्यालयों में नहीं की जाएंगी। ऐसे में पूर्व से कार्यरत कर्मचारियों को तृतीय श्रेणी में प्रोन्नति देना अनिवार्य है। उन्होंने बताया कि हाल ही में महासंघ के एक शिष्टमंडल ने सरकार से इस	[207, 416, 389, 495]
masthead	[12, 6, 1516, 76]
lead-col-4	[592, 200, 774, 444]
paragraph: मौसम विभाग के अनुसार 20 अक्तूबर को झारखंड के दक्षिणी और पश्चिमी जिलों में आसमान में बादल छाए रहेंगे। कुछ जगहों पर मेघ गर्जन के साथ हल्की बारिश भी हो सकती है।	[961, 345, 1111, 440]
paragraph: अगले तीन दिनों यानी 21 से 23 अक्तूबर तक कई जिलों में सुबह के समय कोहरा और धुंध छाए रहने की संभावना है। हालांकि कुछ समय बाद मौसम साफ हो जाएगा। इस दौरान	[961, 483, 1111, 562]
subheading: जनप्रतिनिधियों ने की कार्रवाई की मांग	[976, 1685, 1110, 1717]
paragraph: विशेषज्ञों के अनुसार 25 अक्तूबर के बाद इसका असर झारखंड में दिखने लगेगा। छठ पर्व के आसपास राज्य के कई जिलों में बारिश हो सकती है। इससे मौसम में ठंडक बढ़ेगी और तापमान में गिरावट आने की संभावना है। मौसम विभाग ने लोगों को सतर्क रहने की सलाह दी है और त्योहारों के दौरान मौसम की ताजा अपडेट पर नजर रखने की अपील की है।	[1394, 390, 1520, 597]
byline: नवबिहार टाइम्स संवाददाता	[989, 1280, 1108, 1295]
hardcopy-headline: हार्ड कॉपी जमा करने के लिए 24 अक्तूबर तक वक्त	[1180, 641, 1508, 705]
registration-dot	[1118, 2385, 1131, 2398]
paragraph: दीपावली और छठ पर्व को लेकर खरीदारी के लिए लोगों की भीड़ उमड़ रही है। संचालकों ने बताया कि त्योहार के मौसम में ग्राहकों के लिए विशेष छूट की पेशकश की गई है। इस अवसर पर बड़ी संख्या में ग्राहक एवं गणमान्य लोग मौजूद रहे।	[781, 361, 955, 455]
registration-dot	[1245, 2385, 1258, 2398]
registration-dot	[270, 2385, 283, 2398]
registration-dot	[15, 2385, 28, 2398]
byline: नवबिहार टाइम्स संवाददाता	[523, 1922, 643, 1937]
ghat-col-2	[210, 757, 394, 1106]
ambulance-col-4	[964, 731, 1160, 978]
electricity-headline-black: बिना कनेक्शन के ही गरीब किसान पर 20 हजार का जुर्माना	[1022, 1202, 1507, 1267]
registration-dot	[948, 2385, 961, 2398]
aurangabad-right	[219, 1914, 506, 2325]
paragraph: आए। वहीं सुरक्षा को लेकर भी बड़ी संख्या में पुलिस कर्मियों की तैनाती की गई है। शहर के अलग-अलग चौक चौराहों पर पुलिस जवानों की तैनाती की गई है, ताकि कोई शरारती तत्व उत्पात न मचा सके और शांतिपूर्ण तरीके से पर्व संपन्न हो।	[219, 2186, 357, 2313]
registration-dot	[906, 2385, 919, 2398]
paragraph: जेयूटी और तीनों इंजीनियरिंग कॉलेजों में कुल 35 नीड बेस्ड असिस्टेंट प्रोफेसर की नियुक्ति की जानी है। इनमें बोकारो	[1167, 1056, 1339, 1103]
